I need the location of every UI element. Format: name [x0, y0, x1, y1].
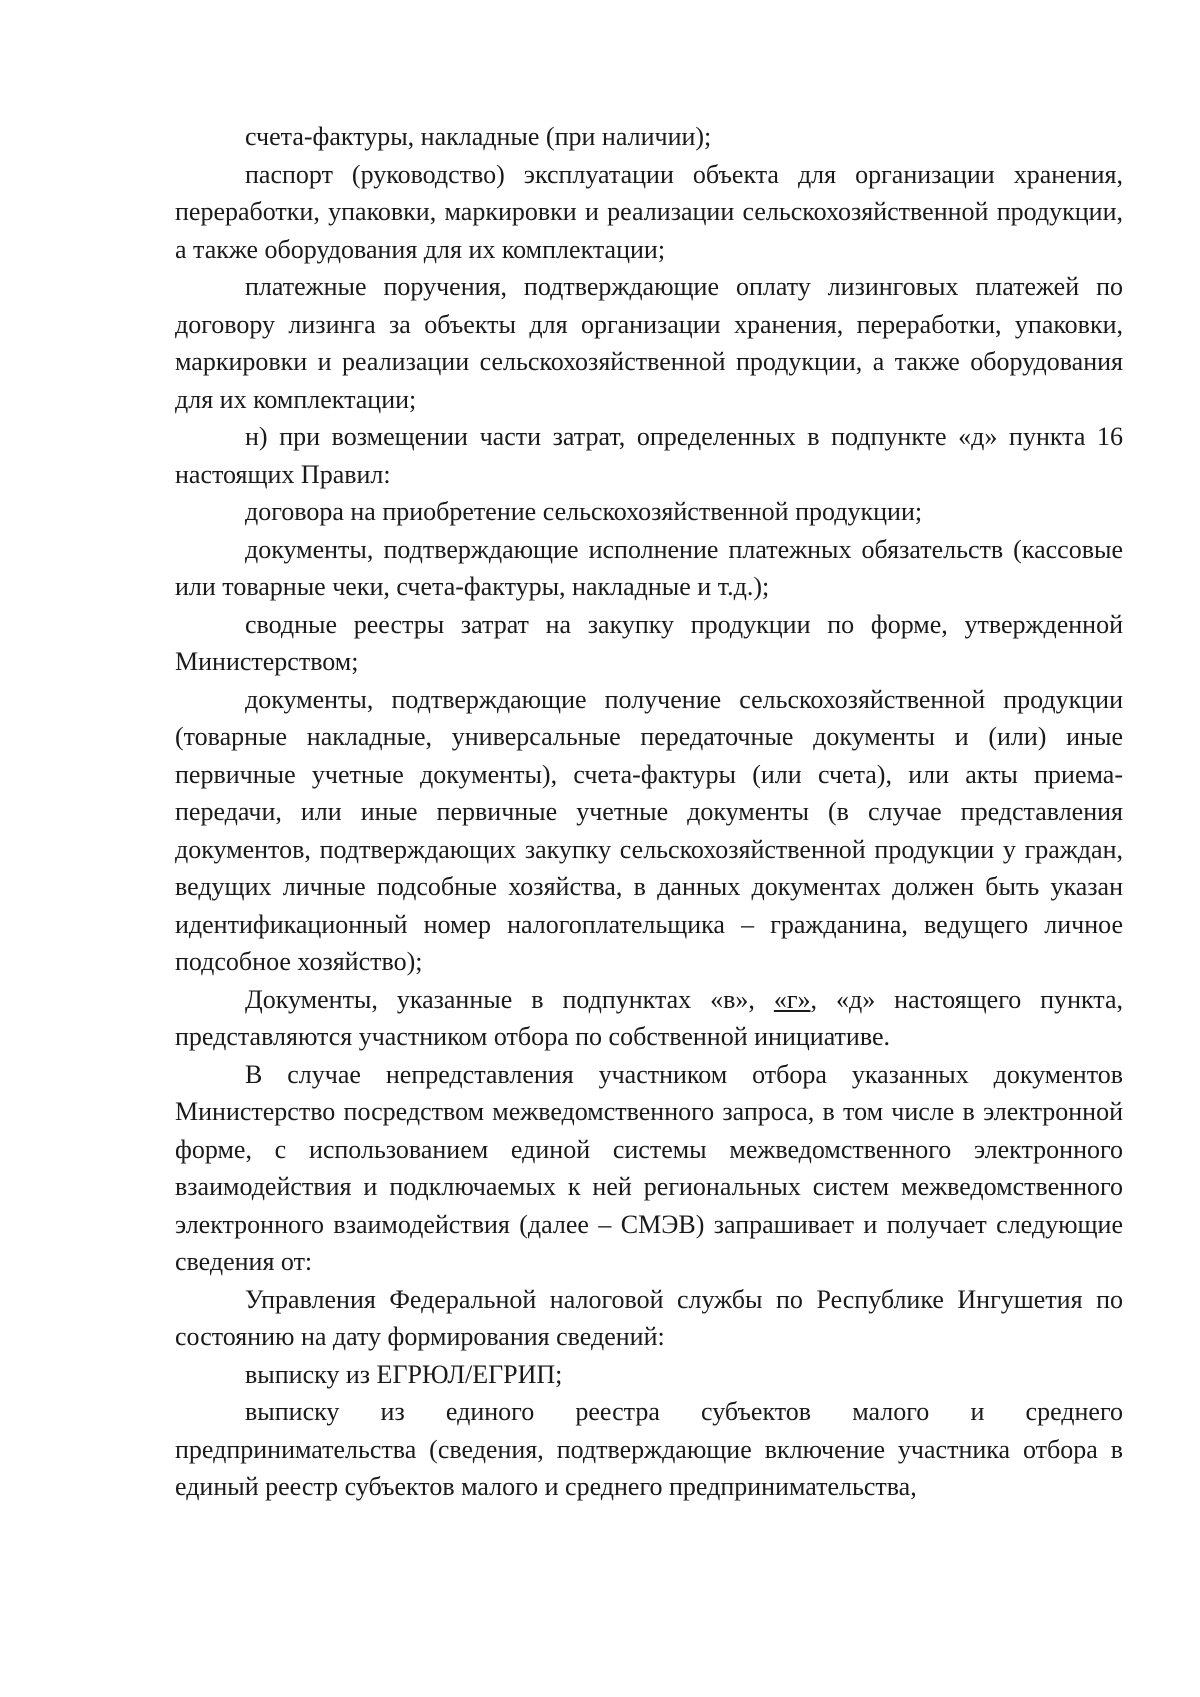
paragraph-own-initiative — [175, 981, 1123, 1056]
paragraph-own-initiative-start: Документы, указанные в подпунктах «в», — [245, 984, 774, 1014]
paragraph-cost-registers: сводные реестры затрат на закупку продукции по форме, утвержденной Министерством; — [175, 609, 1123, 676]
paragraph-receipt-documents: документы, подтверждающие получение сельскохозяйственной продукции (товарные накладные, универсальные передаточные документы и (или) иные первичные учетные документы), счета-фактуры (или счета), или акты приема-передачи, или иные первичные учетные документы (в случае представления документов, подтверждающих закупку сельскохозяйственной продукции у граждан, ведущих личные подсобные хозяйства, в данных документах должен быть указан идентификационный номер налогоплательщика – гражданина, ведущего личное подсобное хозяйство); — [175, 684, 1123, 976]
paragraph-leasing-payments: платежные поручения, подтверждающие оплату лизинговых платежей по договору лизинга за объекты для организации хранения, переработки, упаковки, маркировки и реализации сельскохозяйственной продукции, а также оборудования для их комплектации; — [175, 272, 1123, 414]
paragraph-interagency-request: В случае непредставления участником отбора указанных документов Министерство посредством межведомственного запроса, в том числе в электронной форме, с использованием единой системы межведомственного электронного взаимодействия и подключаемых к ней региональных систем межведомственного электронного взаимодействия (далее – СМЭВ) запрашивает и получает следующие сведения от: — [175, 1059, 1123, 1276]
paragraph-sme-registry: выписку из единого реестра субъектов малого и среднего предпринимательства (сведения, подтверждающие включение участника отбора в единый реестр субъектов малого и среднего предпринимательства, — [175, 1397, 1123, 1501]
paragraph-purchase-contracts: договора на приобретение сельскохозяйственной продукции; — [245, 497, 923, 526]
paragraph-invoices: счета-фактуры, накладные (при наличии); — [245, 122, 712, 151]
paragraph-own-initiative-end: , «д» настоящего пункта, представляются участником отбора по собственной инициативе. — [175, 984, 1123, 1051]
paragraph-tax-service: Управления Федеральной налоговой службы по Республике Ингушетия по состоянию на дату формирования сведений: — [175, 1284, 1123, 1351]
paragraph-subitem-n: н) при возмещении части затрат, определенных в подпункте «д» пункта 16 настоящих Правил: — [175, 422, 1123, 489]
subitem-g-link[interactable]: «г» — [773, 984, 811, 1014]
paragraph-payment-documents: документы, подтверждающие исполнение платежных обязательств (кассовые или товарные чеки, счета-фактуры, накладные и т.д.); — [175, 534, 1123, 601]
paragraph-equipment-passport: паспорт (руководство) эксплуатации объекта для организации хранения, переработки, упаковки, маркировки и реализации сельскохозяйственной продукции, а также оборудования для их комплектации; — [175, 159, 1123, 264]
paragraph-egrul-extract: выписку из ЕГРЮЛ/ЕГРИП; — [245, 1359, 563, 1389]
document-body — [175, 118, 1123, 1506]
